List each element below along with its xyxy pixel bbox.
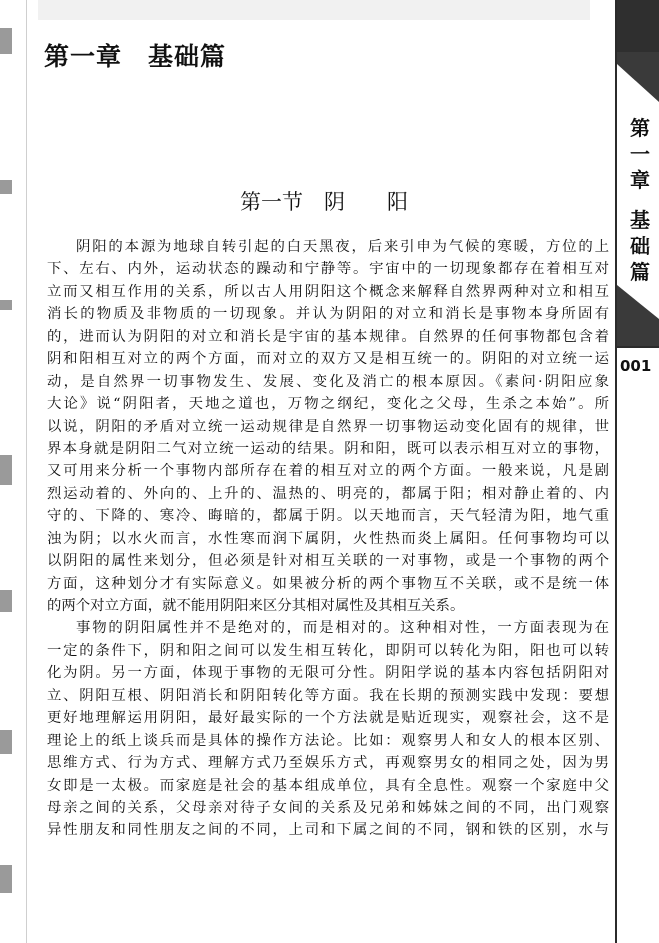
paragraph-line: 又可用来分析一个事物内部所存在着的相互对立的两个方面。一般来说，凡是剧: [47, 463, 609, 480]
paragraph-line: 烈运动着的、外向的、上升的、温热的、明亮的，都属于阳；相对静止着的、内: [47, 485, 609, 502]
paragraph-line: 的，进而认为阴阳的对立和消长是宇宙的基本规律。自然界的任何事物都包含着: [47, 328, 609, 345]
left-margin-rule: [26, 0, 27, 943]
chapter-title: 第一章 基础篇: [44, 42, 227, 71]
paragraph-line: 理论上的纸上谈兵而是具体的操作方法论。比如：观察男人和女人的根本区别、: [47, 732, 609, 749]
paragraph-line: 界本身就是阴阳二气对立统一运动的结果。阴和阳，既可以表示相互对立的事物，: [47, 440, 609, 457]
paragraph-line: 大论》说“阴阳者，天地之道也，万物之纲纪，变化之父母，生杀之本始”。所: [47, 396, 609, 413]
paragraph-line: 的两个对立方面，就不能用阴阳来区分其相对属性及其相互关系。: [47, 598, 465, 614]
page-number: 001: [620, 357, 652, 375]
side-tab-char: 篇: [630, 260, 650, 284]
paragraph-line: 异性朋友和同性朋友之间的不同，上司和下属之间的不同，钢和铁的区别，水与: [47, 822, 609, 839]
paragraph-line: 浊为阴；以水火而言，水性寒而润下属阴，火性热而炎上属阳。任何事物均可以: [47, 530, 609, 547]
binding-mark: [0, 180, 12, 194]
paragraph-line: 立、阴阳互根、阴阳消长和阴阳转化等方面。我在长期的预测实践中发现：要想: [47, 687, 609, 704]
binding-mark: [0, 590, 12, 612]
paragraph-line: 母亲之间的关系，父母亲对待子女间的关系及兄弟和姊妹之间的不同，出门观察: [47, 799, 609, 816]
binding-mark: [0, 300, 12, 310]
binding-mark: [0, 455, 12, 485]
binding-mark: [0, 730, 12, 754]
side-tab-char: 础: [630, 234, 650, 258]
body-text: [47, 236, 609, 842]
paragraph-line: 女即是一太极。而家庭是社会的基本组成单位，具有全息性。观察一个家庭中父: [47, 777, 609, 794]
section-title: 第一节 阴 阳: [240, 190, 408, 214]
side-tab-char: 第: [630, 116, 650, 140]
paragraph-line: 消长的物质及非物质的一切现象。并认为阴阳的对立和消长是事物本身所固有: [47, 306, 609, 323]
paragraph-line: 下、左右、内外，运动状态的躁动和宁静等。宇宙中的一切现象都存在着相互对: [47, 261, 609, 278]
paragraph-line: 以阴阳的属性来划分，但必须是针对相互关联的一对事物，或是一个事物的两个: [47, 553, 609, 570]
paragraph-line: 一定的条件下，阴和阳之间可以发生相互转化，即阴可以转化为阳，阳也可以转: [47, 642, 609, 659]
paragraph-line: 守的、下降的、寒冷、晦暗的，都属于阴。以天地而言，天气轻清为阳，地气重: [47, 508, 609, 525]
paragraph-line: 立而又相互作用的关系，所以古人用阴阳这个概念来解释自然界两种对立和相互: [47, 283, 609, 300]
paragraph-line: 方面，这种划分才有实际意义。如果被分析的两个事物互不关联，或不是统一体: [47, 575, 609, 592]
chapter-side-tab: [627, 115, 653, 285]
paragraph-line: 阴阳的本源为地球自转引起的白天黑夜，后来引申为气候的寒暖，方位的上: [76, 239, 609, 255]
paragraph-line: 动，是自然界一切事物发生、发展、变化及消亡的根本原因。《素问·阴阳应象: [47, 373, 609, 390]
side-tab-char: 一: [630, 142, 650, 166]
binding-mark: [0, 865, 12, 893]
binding-mark: [0, 28, 12, 54]
chapter-tab-top-wedge: [617, 52, 659, 102]
side-tab-char: 基: [630, 208, 650, 232]
paragraph-line: 事物的阴阳属性并不是绝对的，而是相对的。这种相对性，一方面表现为在: [76, 620, 609, 637]
side-tab-char: 章: [630, 168, 650, 192]
top-header-band: [38, 0, 590, 20]
paragraph-line: 以说，阴阳的矛盾对立统一运动规律是自然界一切事物运动变化固有的规律，世: [47, 418, 609, 435]
paragraph-line: 更好地理解运用阴阳，最好最实际的一个方法就是贴近现实，观察社会，这不是: [47, 710, 609, 727]
chapter-tab-bottom-wedge: [617, 285, 659, 347]
page-number-rule: [617, 346, 659, 348]
paragraph-line: 阴和阳相互对立的两个方面，而对立的双方又是相互统一的。阴阳的对立统一运: [47, 351, 609, 368]
right-top-dark-block: [617, 0, 659, 52]
left-binding-edge: [0, 0, 26, 943]
right-edge-rule: [615, 0, 617, 943]
paragraph-line: 思维方式、行为方式、理解方式乃至娱乐方式，再观察男女的相同之处，因为男: [47, 755, 609, 772]
paragraph-line: 化为阴。另一方面，体现于事物的无限可分性。阴阳学说的基本内容包括阴阳对: [47, 665, 609, 682]
